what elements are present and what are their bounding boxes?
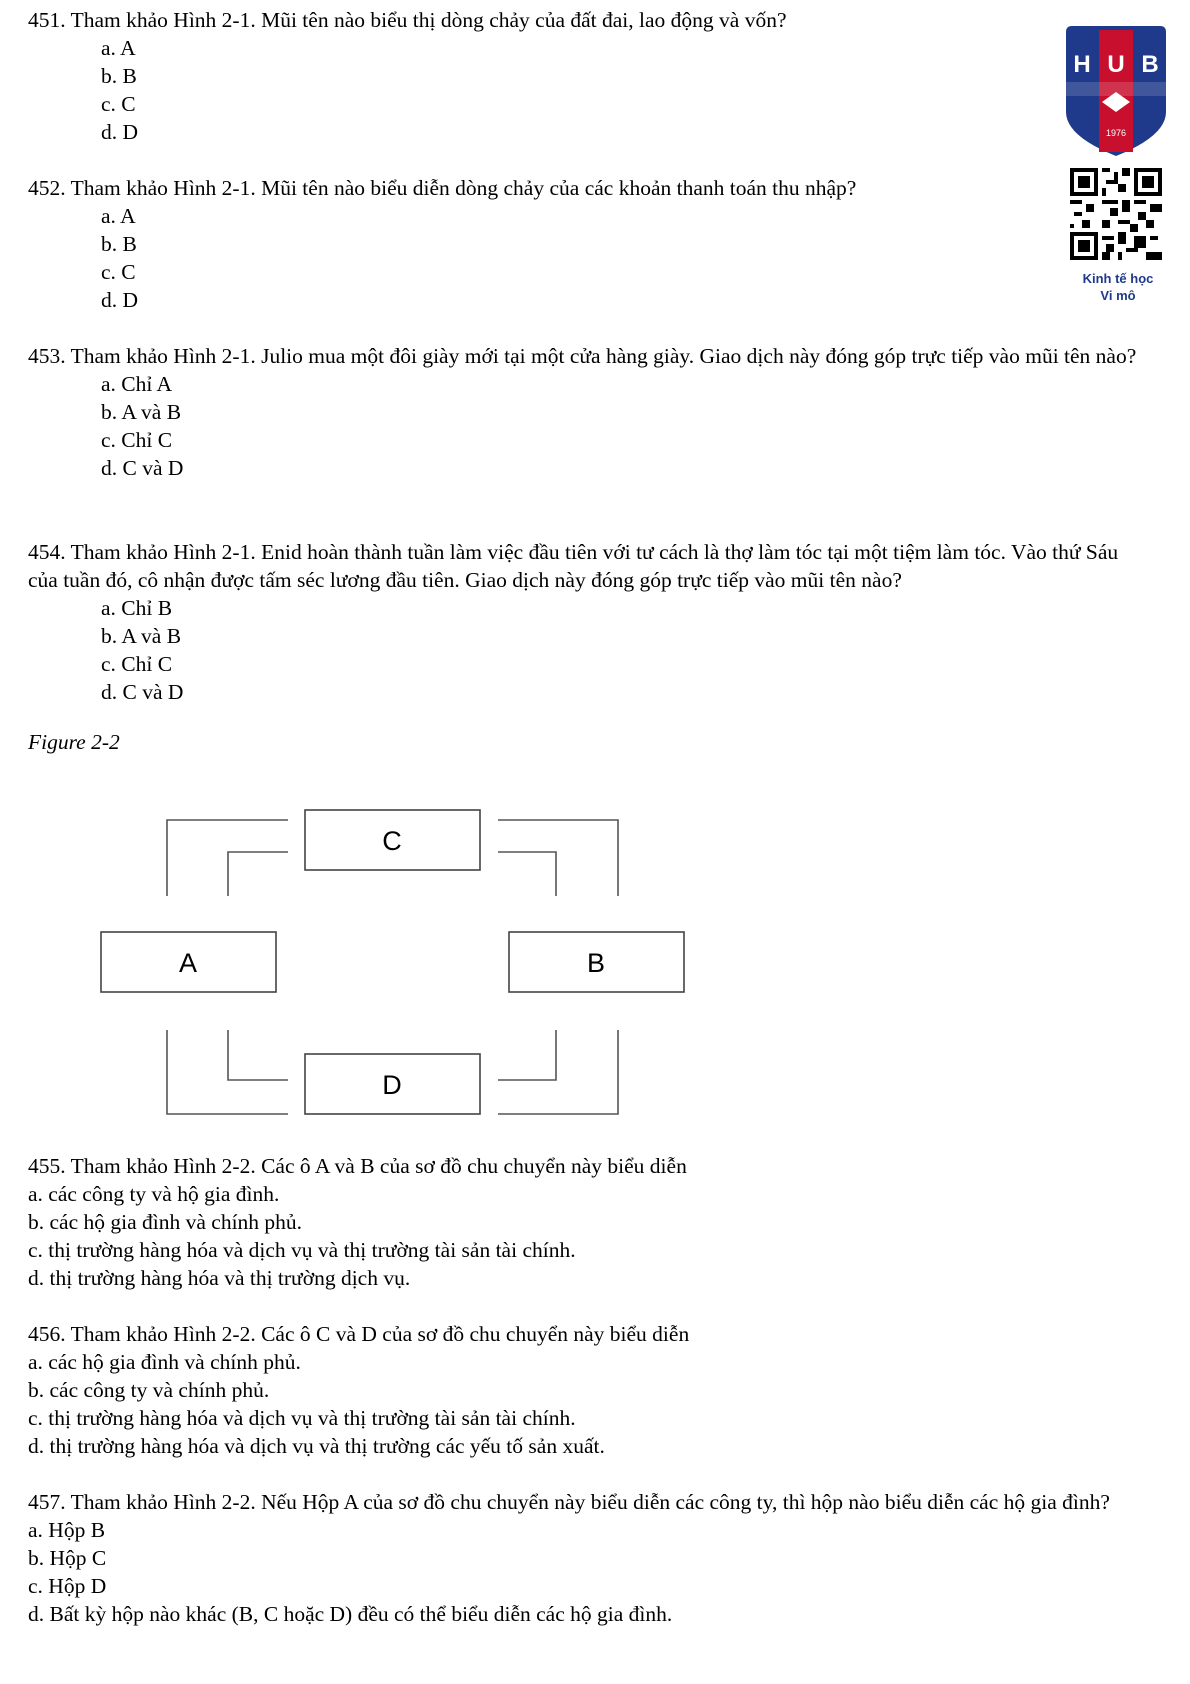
option-d: d. C và D <box>101 680 184 704</box>
option-a: a. A <box>101 36 136 60</box>
flow-line-top-right-inner <box>498 852 556 896</box>
caption-line-2: Vi mô <box>1100 288 1136 303</box>
option-d: d. D <box>101 288 139 312</box>
option-b: b. các công ty và chính phủ. <box>28 1378 270 1402</box>
question-stem: 456. Tham khảo Hình 2-2. Các ô C và D của sơ đồ chu chuyển này biểu diễn <box>28 1322 690 1346</box>
option-b: b. các hộ gia đình và chính phủ. <box>28 1210 303 1234</box>
question-455 <box>28 1152 1148 1292</box>
option-c: c. Hộp D <box>28 1574 107 1598</box>
box-d-label: D <box>382 1070 402 1100</box>
question-451 <box>28 6 1148 146</box>
box-a-label: A <box>178 948 198 978</box>
svg-text:1976: 1976 <box>1105 128 1127 138</box>
caption-line-1: Kinh tế học <box>1082 271 1154 286</box>
option-a: a. các hộ gia đình và chính phủ. <box>28 1350 301 1374</box>
question-stem: 451. Tham khảo Hình 2-1. Mũi tên nào biểu thị dòng chảy của đất đai, lao động và vốn? <box>28 8 787 32</box>
question-stem: 457. Tham khảo Hình 2-2. Nếu Hộp A của sơ đồ chu chuyển này biểu diễn các công ty, thì hộp nào biểu diễn các hộ gia đình? <box>28 1490 1110 1514</box>
question-stem: 452. Tham khảo Hình 2-1. Mũi tên nào biểu diễn dòng chảy của các khoản thanh toán thu nhập? <box>28 176 857 200</box>
option-c: c. thị trường hàng hóa và dịch vụ và thị trường tài sản tài chính. <box>28 1238 576 1262</box>
svg-text:U: U <box>1107 51 1125 78</box>
option-c: c. Chỉ C <box>101 652 173 676</box>
option-a: a. A <box>101 204 136 228</box>
option-a: a. các công ty và hộ gia đình. <box>28 1182 280 1206</box>
qr-code-icon <box>1070 168 1162 260</box>
flow-line-bottom-left-inner <box>228 1030 288 1080</box>
hub-logo-icon <box>1062 24 1170 158</box>
option-d: d. D <box>101 120 139 144</box>
option-b: b. A và B <box>101 624 182 648</box>
option-a: a. Hộp B <box>28 1518 106 1542</box>
question-453 <box>28 342 1148 482</box>
option-c: c. Chỉ C <box>101 428 173 452</box>
option-b: b. A và B <box>101 400 182 424</box>
flow-line-bottom-right-outer <box>498 1030 618 1114</box>
question-454 <box>28 538 1148 706</box>
flow-line-top-right-outer <box>498 820 618 896</box>
question-stem: 454. Tham khảo Hình 2-1. Enid hoàn thành tuần làm việc đầu tiên với tư cách là thợ làm tóc tại một tiệm làm tóc. Vào thứ Sáu của tuần đó, cô nhận được tấm séc lương đầu tiên. Giao dịch này đóng góp trực tiếp vào mũi tên nào? <box>28 540 1119 592</box>
circular-flow-diagram <box>0 790 720 1130</box>
option-d: d. Bất kỳ hộp nào khác (B, C hoặc D) đều có thể biểu diễn các hộ gia đình. <box>28 1602 673 1626</box>
option-c: c. thị trường hàng hóa và dịch vụ và thị trường tài sản tài chính. <box>28 1406 576 1430</box>
option-d: d. thị trường hàng hóa và thị trường dịch vụ. <box>28 1266 411 1290</box>
option-d: d. thị trường hàng hóa và dịch vụ và thị trường các yếu tố sản xuất. <box>28 1434 605 1458</box>
option-d: d. C và D <box>101 456 184 480</box>
svg-text:B: B <box>1141 51 1159 78</box>
option-b: b. B <box>101 232 137 256</box>
svg-text:H: H <box>1073 51 1091 78</box>
flow-line-bottom-right-inner <box>498 1030 556 1080</box>
subject-caption <box>1068 270 1168 304</box>
option-a: a. Chỉ B <box>101 596 173 620</box>
question-452 <box>28 174 1148 314</box>
question-456 <box>28 1320 1148 1460</box>
flow-line-top-left-inner <box>228 852 288 896</box>
question-457 <box>28 1488 1148 1628</box>
option-c: c. C <box>101 260 136 284</box>
option-a: a. Chỉ A <box>101 372 173 396</box>
question-stem: 455. Tham khảo Hình 2-2. Các ô A và B của sơ đồ chu chuyển này biểu diễn <box>28 1154 687 1178</box>
option-b: b. B <box>101 64 137 88</box>
option-b: b. Hộp C <box>28 1546 107 1570</box>
box-b-label: B <box>586 948 606 978</box>
option-c: c. C <box>101 92 136 116</box>
box-c-label: C <box>382 826 402 856</box>
question-stem: 453. Tham khảo Hình 2-1. Julio mua một đôi giày mới tại một cửa hàng giày. Giao dịch này đóng góp trực tiếp vào mũi tên nào? <box>28 344 1137 368</box>
figure-label: Figure 2-2 <box>28 730 120 754</box>
